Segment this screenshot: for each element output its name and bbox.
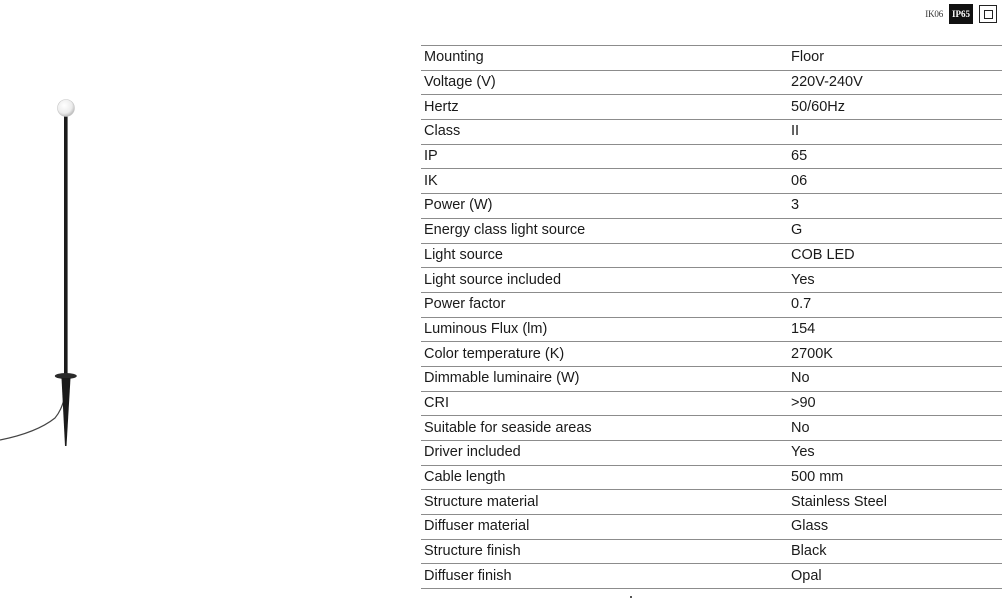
table-row: [421, 366, 1002, 391]
product-image: [0, 0, 420, 600]
spec-label: Structure material: [421, 490, 788, 515]
table-row: [421, 95, 1002, 120]
spec-label: Voltage (V): [421, 70, 788, 95]
spec-value: 65: [788, 144, 1002, 169]
table-row: [421, 564, 1002, 589]
stray-mark: [630, 596, 632, 598]
spec-label: Luminous Flux (lm): [421, 317, 788, 342]
table-row: [421, 490, 1002, 515]
class-ii-double-square-icon: [979, 5, 997, 23]
table-row: [421, 416, 1002, 441]
spec-label: IK: [421, 169, 788, 194]
spec-label: Mounting: [421, 46, 788, 71]
ip-rating-badge: IP65: [949, 4, 973, 24]
spec-label: Color temperature (K): [421, 342, 788, 367]
table-row: [421, 169, 1002, 194]
table-row: [421, 441, 1002, 466]
table-row: [421, 120, 1002, 145]
table-row: [421, 243, 1002, 268]
table-row: [421, 292, 1002, 317]
spec-value: Yes: [788, 268, 1002, 293]
spec-label: Diffuser finish: [421, 564, 788, 589]
spec-value: Stainless Steel: [788, 490, 1002, 515]
spec-value: Opal: [788, 564, 1002, 589]
spec-value: 500 mm: [788, 465, 1002, 490]
spec-label: Dimmable luminaire (W): [421, 366, 788, 391]
spec-value: 06: [788, 169, 1002, 194]
spec-value: No: [788, 416, 1002, 441]
spec-value: 154: [788, 317, 1002, 342]
table-row: [421, 218, 1002, 243]
spec-label: Suitable for seaside areas: [421, 416, 788, 441]
table-row: [421, 465, 1002, 490]
spec-value: >90: [788, 391, 1002, 416]
spec-label: Power (W): [421, 194, 788, 219]
spec-value: Yes: [788, 441, 1002, 466]
spec-table: [421, 45, 1002, 589]
spec-value: II: [788, 120, 1002, 145]
spec-label: Cable length: [421, 465, 788, 490]
table-row: [421, 539, 1002, 564]
spec-label: CRI: [421, 391, 788, 416]
garden-spike-lamp-icon: [0, 100, 77, 447]
spec-value: COB LED: [788, 243, 1002, 268]
spec-label: IP: [421, 144, 788, 169]
spec-value: Black: [788, 539, 1002, 564]
spec-value: G: [788, 218, 1002, 243]
table-row: [421, 342, 1002, 367]
spec-label: Light source included: [421, 268, 788, 293]
spec-value: 3: [788, 194, 1002, 219]
spec-label: Light source: [421, 243, 788, 268]
spec-label: Hertz: [421, 95, 788, 120]
spec-value: No: [788, 366, 1002, 391]
ik-rating-badge: IK06: [925, 9, 943, 19]
spec-table-body: [421, 46, 1002, 589]
table-row: [421, 144, 1002, 169]
table-row: [421, 194, 1002, 219]
table-row: [421, 317, 1002, 342]
table-row: [421, 70, 1002, 95]
table-row: [421, 46, 1002, 71]
table-row: [421, 515, 1002, 540]
spec-label: Power factor: [421, 292, 788, 317]
spec-label: Diffuser material: [421, 515, 788, 540]
spec-label: Energy class light source: [421, 218, 788, 243]
spec-value: Glass: [788, 515, 1002, 540]
table-row: [421, 268, 1002, 293]
spec-value: 0.7: [788, 292, 1002, 317]
spec-label: Structure finish: [421, 539, 788, 564]
table-row: [421, 391, 1002, 416]
spec-value: 220V-240V: [788, 70, 1002, 95]
spec-label: Class: [421, 120, 788, 145]
spec-value: 2700K: [788, 342, 1002, 367]
spec-value: Floor: [788, 46, 1002, 71]
certification-badges: [925, 4, 997, 24]
spec-label: Driver included: [421, 441, 788, 466]
spec-value: 50/60Hz: [788, 95, 1002, 120]
